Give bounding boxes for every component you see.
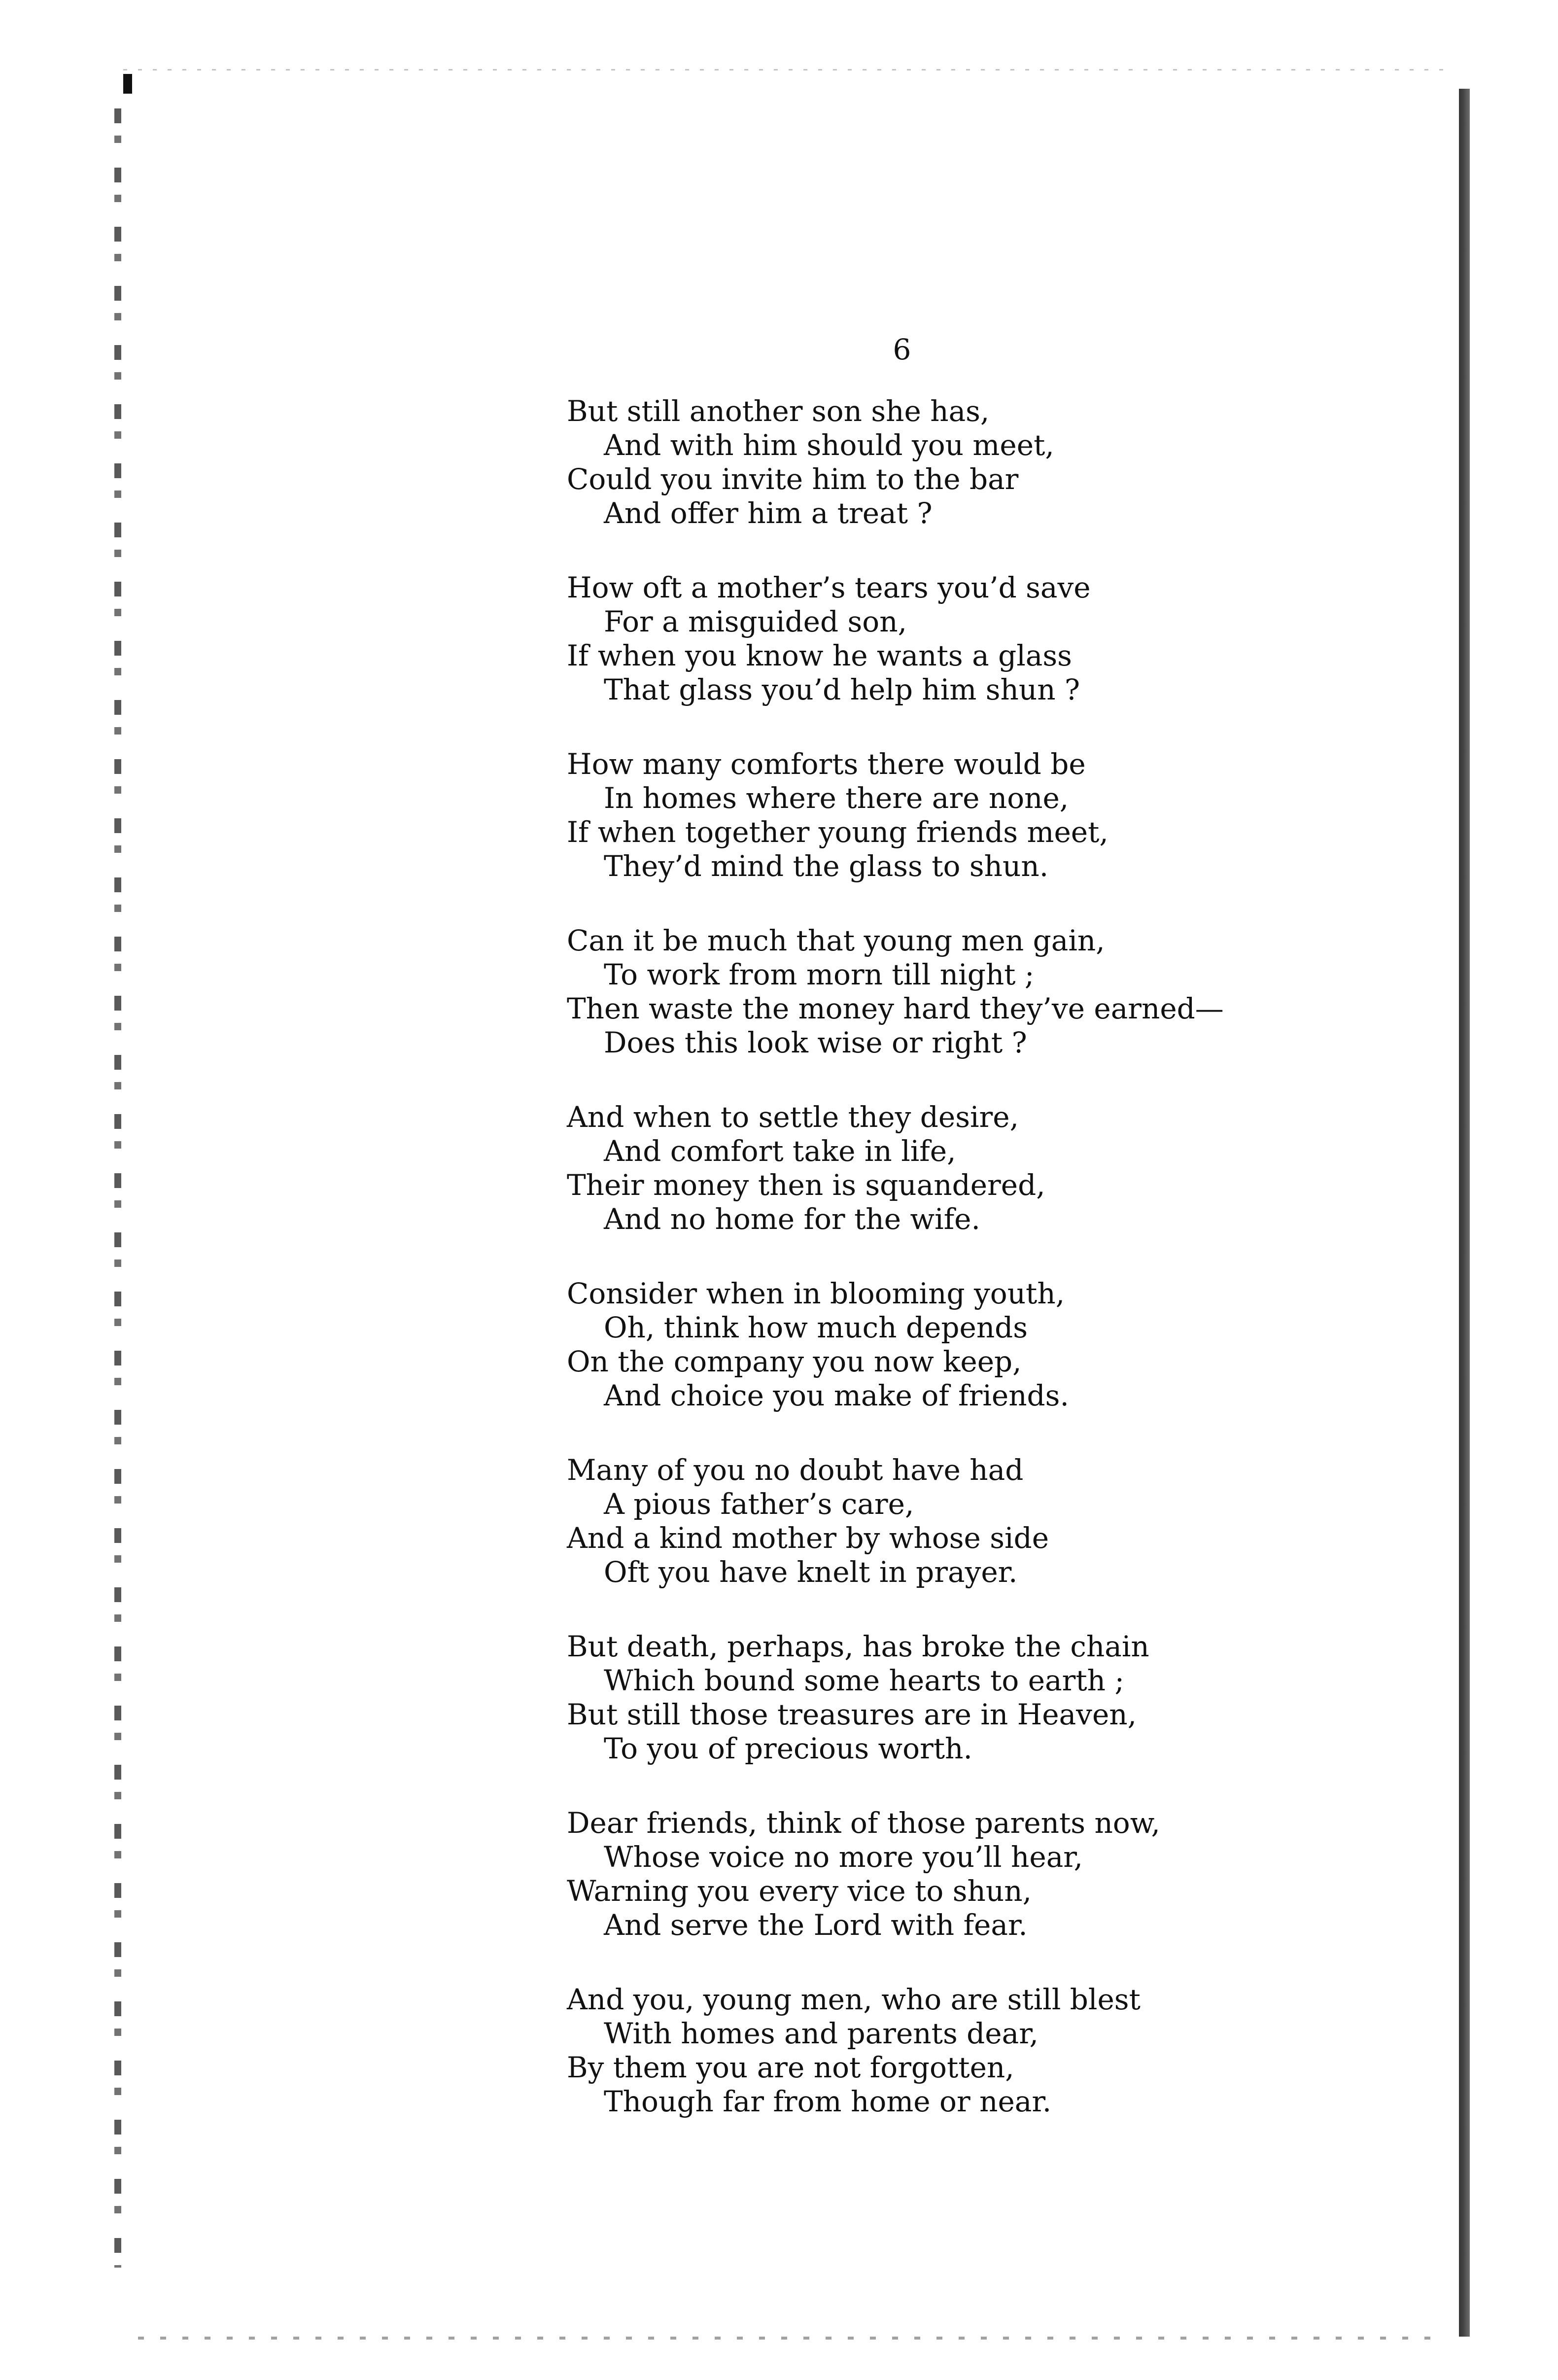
stanza <box>567 571 1355 707</box>
poem-line: Oh, think how much depends <box>604 1311 1028 1344</box>
poem-line: But still another son she has, <box>567 394 990 428</box>
poem-line: For a misguided son, <box>604 605 907 638</box>
poem-line: Whose voice no more you’ll hear, <box>604 1840 1083 1874</box>
poem-line: And choice you make of friends. <box>604 1379 1069 1412</box>
poem-line: Warning you every vice to shun, <box>567 1874 1032 1908</box>
poem-line: But still those treasures are in Heaven, <box>567 1698 1137 1731</box>
stanza <box>567 1806 1355 1942</box>
scan-corner-mark <box>123 74 132 94</box>
poem-line: Many of you no doubt have had <box>567 1453 1024 1487</box>
poem-line: And when to settle they desire, <box>567 1100 1019 1134</box>
poem <box>567 394 1355 2159</box>
poem-line: On the company you now keep, <box>567 1345 1022 1378</box>
poem-line: If when together young friends meet, <box>567 815 1108 849</box>
scan-edge-bottom <box>138 2337 1444 2340</box>
poem-line: And with him should you meet, <box>604 428 1054 462</box>
poem-line: How oft a mother’s tears you’d save <box>567 571 1091 604</box>
stanza <box>567 1983 1355 2119</box>
poem-line: Their money then is squandered, <box>567 1168 1045 1202</box>
poem-line: With homes and parents dear, <box>604 2017 1039 2050</box>
poem-line: That glass you’d help him shun ? <box>604 673 1080 706</box>
poem-line: And you, young men, who are still blest <box>567 1983 1141 2016</box>
poem-line: And serve the Lord with fear. <box>604 1908 1028 1942</box>
poem-line: A pious father’s care, <box>604 1487 914 1521</box>
poem-line: They’d mind the glass to shun. <box>604 849 1049 883</box>
stanza <box>567 924 1355 1060</box>
scan-edge-top <box>123 69 1454 70</box>
poem-line: To you of precious worth. <box>604 1732 972 1765</box>
poem-line: Which bound some hearts to earth ; <box>604 1664 1124 1697</box>
poem-line: And no home for the wife. <box>604 1202 980 1236</box>
poem-line: In homes where there are none, <box>604 781 1069 815</box>
poem-line: Can it be much that young men gain, <box>567 924 1105 957</box>
stanza <box>567 1453 1355 1589</box>
poem-line: But death, perhaps, has broke the chain <box>567 1630 1149 1663</box>
stanza <box>567 1277 1355 1413</box>
poem-line: Then waste the money hard they’ve earned— <box>567 992 1224 1025</box>
stanza <box>567 1100 1355 1236</box>
scan-edge-right <box>1459 89 1470 2337</box>
poem-line: Though far from home or near. <box>604 2085 1052 2118</box>
poem-line: Consider when in blooming youth, <box>567 1277 1065 1310</box>
stanza <box>567 747 1355 883</box>
poem-line: To work from morn till night ; <box>604 958 1035 991</box>
poem-line: How many comforts there would be <box>567 747 1086 781</box>
poem-line: Dear friends, think of those parents now, <box>567 1806 1160 1840</box>
poem-line: By them you are not forgotten, <box>567 2051 1014 2084</box>
poem-line: And a kind mother by whose side <box>567 1521 1049 1555</box>
poem-line: And comfort take in life, <box>604 1134 956 1168</box>
poem-line: Does this look wise or right ? <box>604 1026 1027 1059</box>
poem-line: And offer him a treat ? <box>604 496 933 530</box>
poem-line: If when you know he wants a glass <box>567 639 1072 672</box>
stanza <box>567 1630 1355 1766</box>
page-number: 6 <box>893 333 911 366</box>
scan-edge-left <box>114 108 121 2268</box>
stanza <box>567 394 1355 530</box>
poem-line: Could you invite him to the bar <box>567 462 1019 496</box>
poem-line: Oft you have knelt in prayer. <box>604 1555 1018 1589</box>
